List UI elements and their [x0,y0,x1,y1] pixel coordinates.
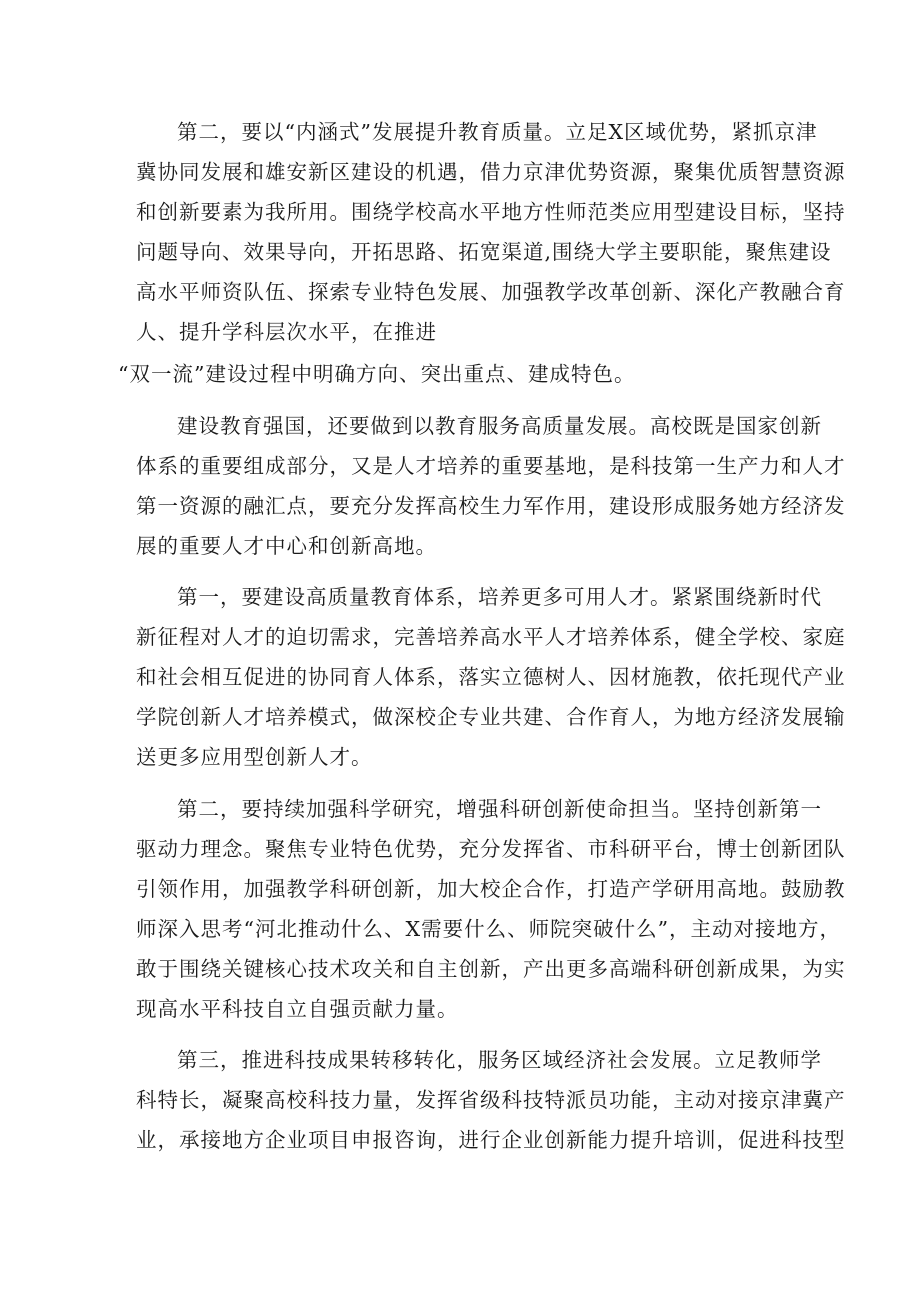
paragraph-line: 师深入思考“河北推动什么、X需要什么、师院突破什么”，主动对接地方， [136,917,842,941]
paragraph-line: 敢于围绕关键核心技术攻关和自主创新，产出更多高端科研创新成果，为实 [136,957,846,981]
paragraph-line: 和社会相互促进的协同育人体系，落实立德树人、因材施教，依托现代产业 [136,665,846,689]
paragraph-line: 第一资源的融汇点，要充分发挥高校生力军作用，建设形成服务她方经济发 [136,494,846,518]
paragraph-line: 驱动力理念。聚焦专业特色优势，充分发挥省、市科研平台，博士创新团队 [136,837,846,861]
paragraph-line: 体系的重要组成部分，又是人才培养的重要基地，是科技第一生产力和人才 [136,454,846,478]
paragraph-line: 建设教育强国，还要做到以教育服务高质量发展。高校既是国家创新 [177,414,822,438]
paragraph-line: 冀协同发展和雄安新区建设的机遇，借力京津优势资源，聚集优质智慧资源 [136,160,846,184]
paragraph-line: “双一流”建设过程中明确方向、突出重点、建成特色。 [118,362,636,386]
paragraph-line: 科特长，凝聚高校科技力量，发挥省级科技特派员功能，主动对接京津冀产 [136,1088,846,1112]
paragraph-line: 送更多应用型创新人才。 [136,745,373,769]
paragraph-line: 展的重要人才中心和创新高地。 [136,534,437,558]
paragraph-line: 现高水平科技自立自强贡献力量。 [136,997,459,1021]
paragraph-line: 第三，推进科技成果转移转化，服务区域经济社会发展。立足教师学 [177,1048,822,1072]
paragraph-line: 和创新要素为我所用。围绕学校高水平地方性师范类应用型建设目标，坚持 [136,200,846,224]
paragraph-line: 第二，要持续加强科学研究，增强科研创新使命担当。坚持创新第一 [177,797,822,821]
paragraph-line: 问题导向、效果导向，开拓思路、拓宽渠道,围绕大学主要职能，聚焦建设 [136,240,832,264]
paragraph-line: 新征程对人才的迫切需求，完善培养高水平人才培养体系，健全学校、家庭 [136,625,846,649]
paragraph-line: 第二，要以“内涵式”发展提升教育质量。立足X区域优势，紧抓京津 [177,120,818,144]
paragraph-line: 第一，要建设高质量教育体系，培养更多可用人才。紧紧围绕新时代 [177,585,822,609]
paragraph-line: 引领作用，加强教学科研创新，加大校企合作，打造产学研用高地。鼓励教 [136,877,846,901]
paragraph-line: 学院创新人才培养模式，做深校企专业共建、合作育人，为地方经济发展输 [136,705,846,729]
paragraph-line: 人、提升学科层次水平，在推进 [136,320,437,344]
paragraph-line: 高水平师资队伍、探索专业特色发展、加强教学改革创新、深化产教融合育 [136,280,846,304]
paragraph-line: 业，承接地方企业项目申报咨询，进行企业创新能力提升培训，促进科技型 [136,1128,846,1152]
